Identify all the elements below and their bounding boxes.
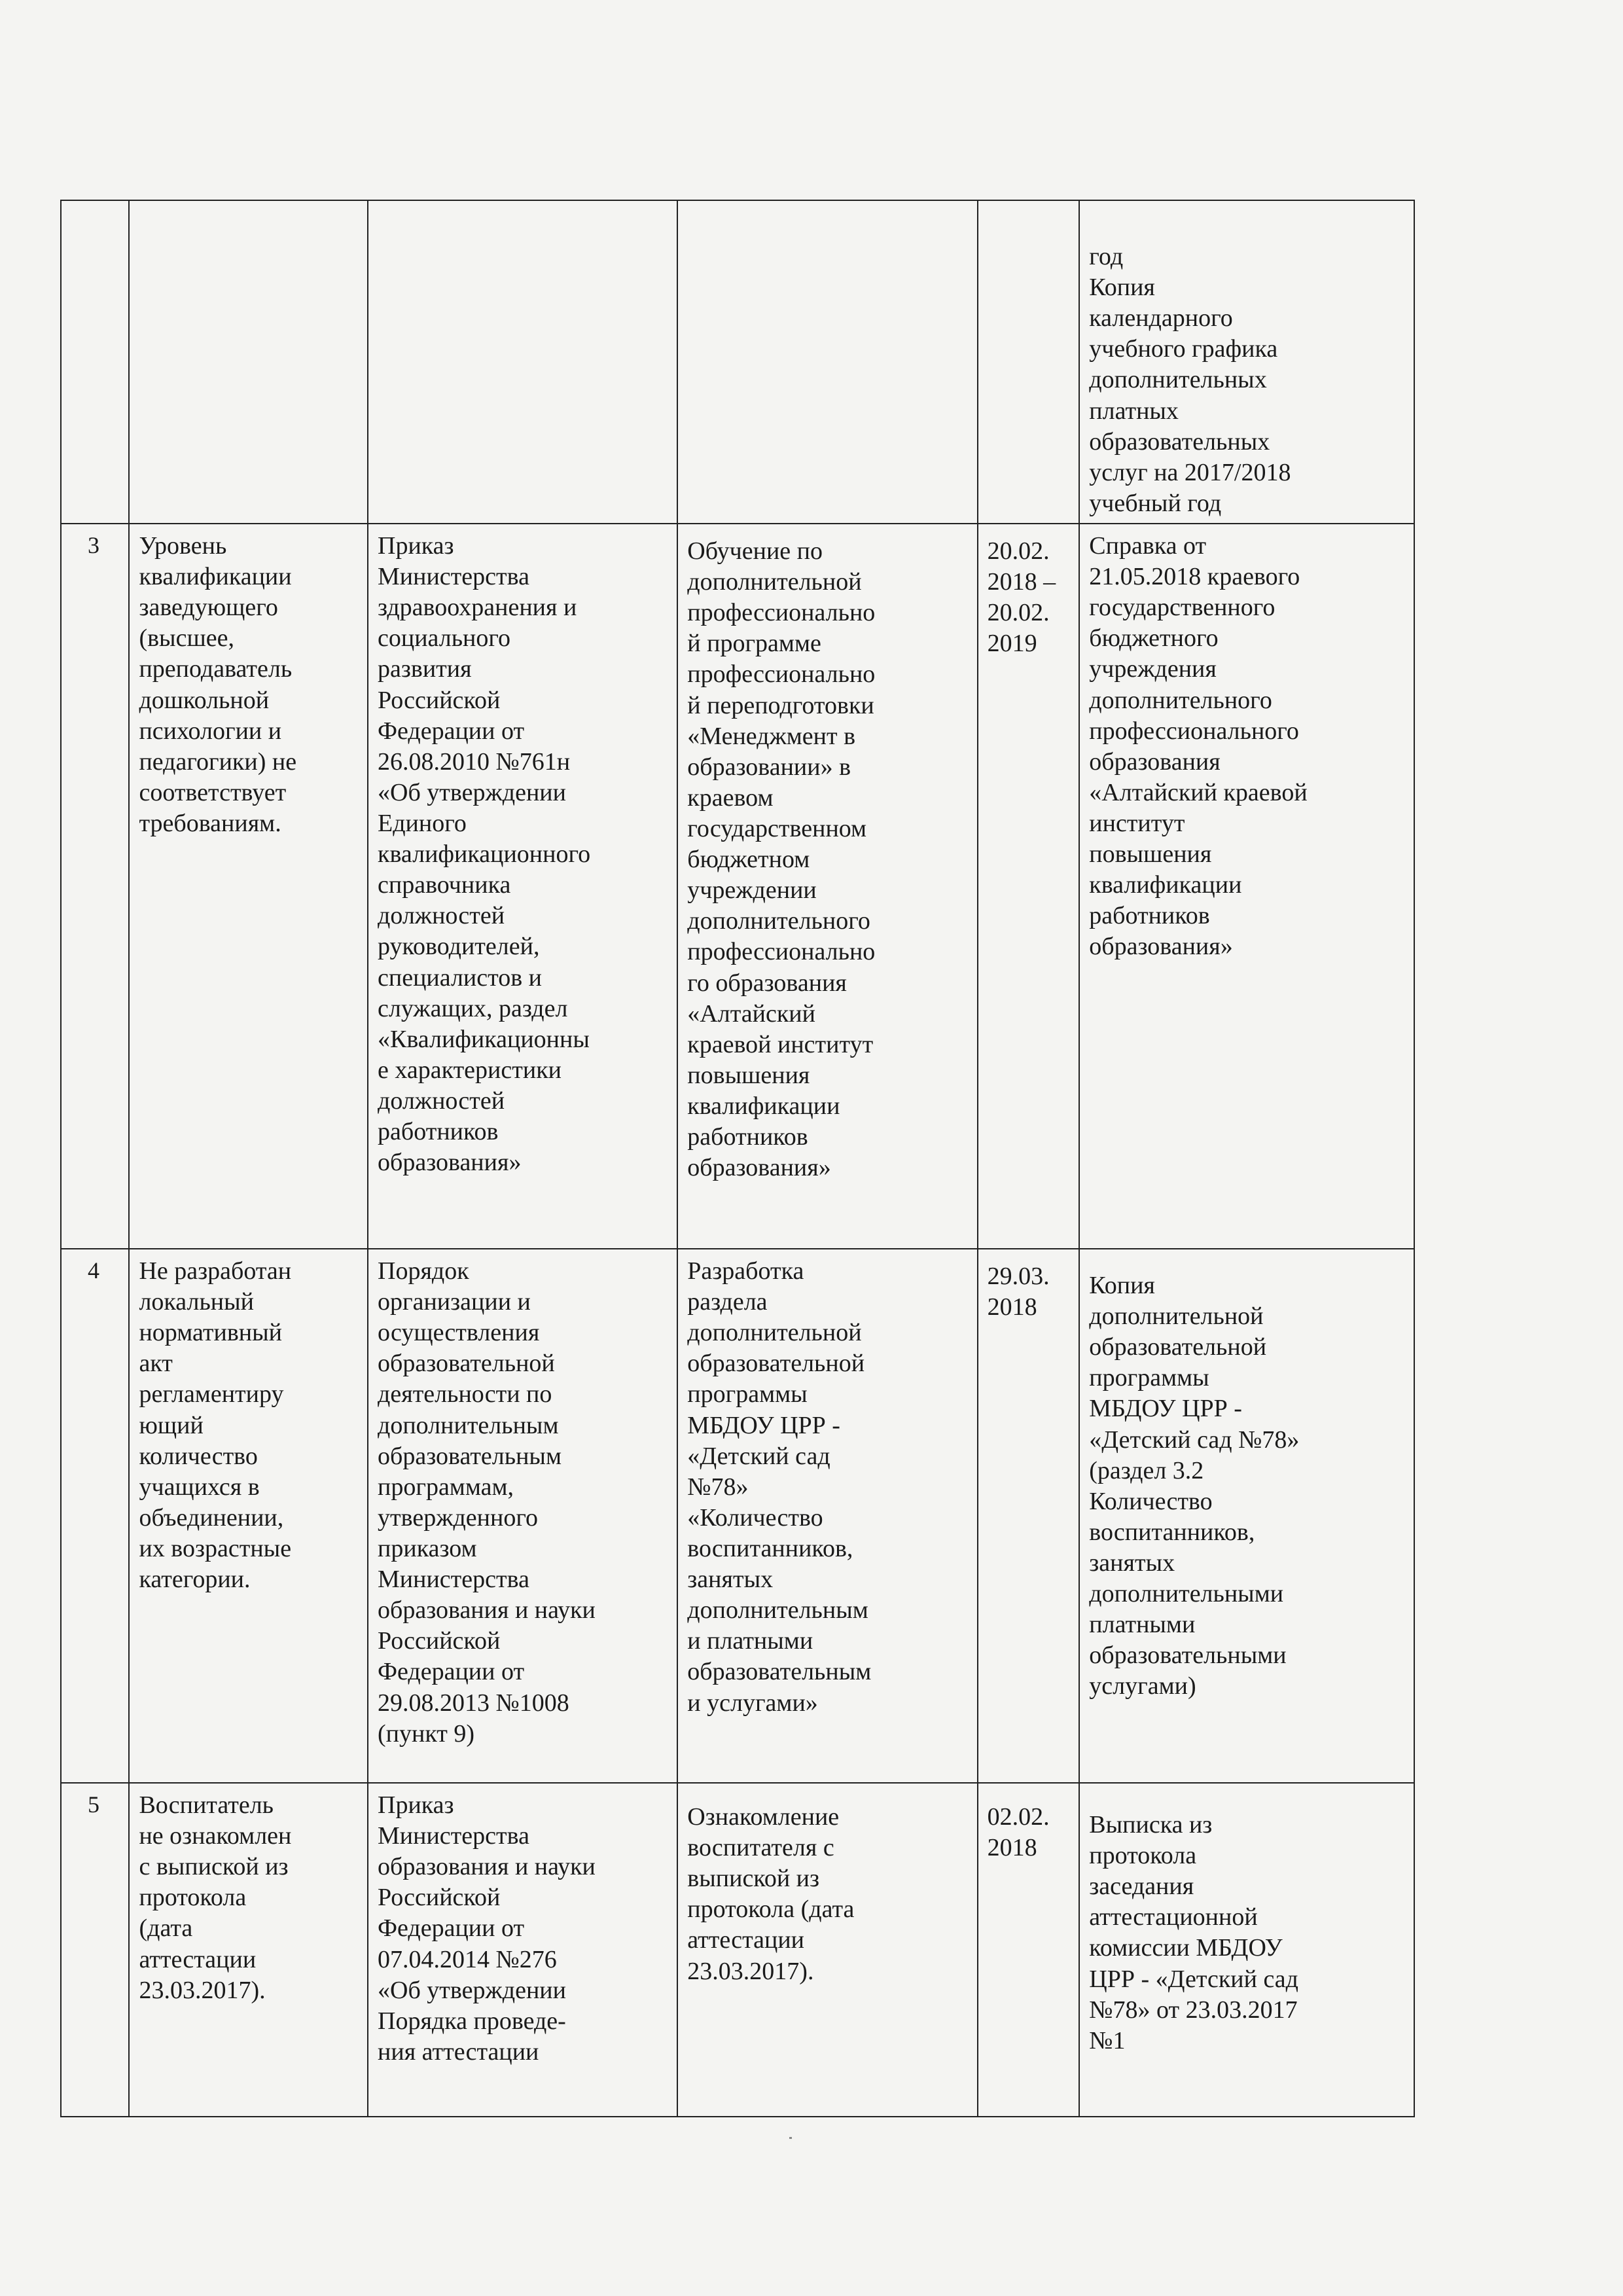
remediation-table bbox=[60, 200, 1415, 2117]
measures-cell bbox=[677, 200, 977, 524]
table-row bbox=[61, 1249, 1414, 1783]
documents-cell: Справка от 21.05.2018 краевого государственного бюджетного учреждения дополнительного профессионального образования «Алтайский краевой институт повышения квалификации работников образования» bbox=[1079, 524, 1414, 1249]
measures-cell: Обучение по дополнительной профессионально й программе профессионально й переподготовки «Менеджмент в образовании» в краевом государственном бюджетном учреждении дополнительного профессионально го образования «Алтайский краевой институт повышения квалификации работников образования» bbox=[677, 524, 977, 1249]
row-number: 4 bbox=[61, 1249, 129, 1783]
documents-cell: год Копия календарного учебного графика дополнительных платных образовательных услуг на 2017/2018 учебный год bbox=[1079, 200, 1414, 524]
date-cell: 29.03. 2018 bbox=[978, 1249, 1080, 1783]
table-row bbox=[61, 200, 1414, 524]
basis-cell: Приказ Министерства здравоохранения и социального развития Российской Федерации от 26.08.2010 №761н «Об утверждении Единого квалификационного справочника должностей руководителей, специалистов и служащих, раздел «Квалификационны е характеристики должностей работников образования» bbox=[368, 524, 677, 1249]
violation-cell: Не разработан локальный нормативный акт регламентиру ющий количество учащихся в объединении, их возрастные категории. bbox=[129, 1249, 368, 1783]
measures-cell: Ознакомление воспитателя с выпиской из протокола (дата аттестации 23.03.2017). bbox=[677, 1783, 977, 2117]
scan-speck bbox=[789, 2137, 792, 2139]
row-number: 5 bbox=[61, 1783, 129, 2117]
documents-cell: Копия дополнительной образовательной программы МБДОУ ЦРР - «Детский сад №78» (раздел 3.2 Количество воспитанников, занятых дополнительными платными образовательными услугами) bbox=[1079, 1249, 1414, 1783]
measures-cell: Разработка раздела дополнительной образовательной программы МБДОУ ЦРР - «Детский сад №78» «Количество воспитанников, занятых дополнительным и платными образовательным и услугами» bbox=[677, 1249, 977, 1783]
table-row bbox=[61, 524, 1414, 1249]
table-row bbox=[61, 1783, 1414, 2117]
date-cell: 20.02. 2018 – 20.02. 2019 bbox=[978, 524, 1080, 1249]
violation-cell: Уровень квалификации заведующего (высшее, преподаватель дошкольной психологии и педагогики) не соответствует требованиям. bbox=[129, 524, 368, 1249]
date-cell bbox=[978, 200, 1080, 524]
basis-cell: Приказ Министерства образования и науки Российской Федерации от 07.04.2014 №276 «Об утверждении Порядка проведе- ния аттестации bbox=[368, 1783, 677, 2117]
violation-cell: Воспитатель не ознакомлен с выпиской из протокола (дата аттестации 23.03.2017). bbox=[129, 1783, 368, 2117]
basis-cell: Порядок организации и осуществления образовательной деятельности по дополнительным образовательным программам, утвержденного приказом Министерства образования и науки Российской Федерации от 29.08.2013 №1008 (пункт 9) bbox=[368, 1249, 677, 1783]
date-cell: 02.02. 2018 bbox=[978, 1783, 1080, 2117]
row-number bbox=[61, 200, 129, 524]
violation-cell bbox=[129, 200, 368, 524]
basis-cell bbox=[368, 200, 677, 524]
row-number: 3 bbox=[61, 524, 129, 1249]
documents-cell: Выписка из протокола заседания аттестационной комиссии МБДОУ ЦРР - «Детский сад №78» от 23.03.2017 №1 bbox=[1079, 1783, 1414, 2117]
